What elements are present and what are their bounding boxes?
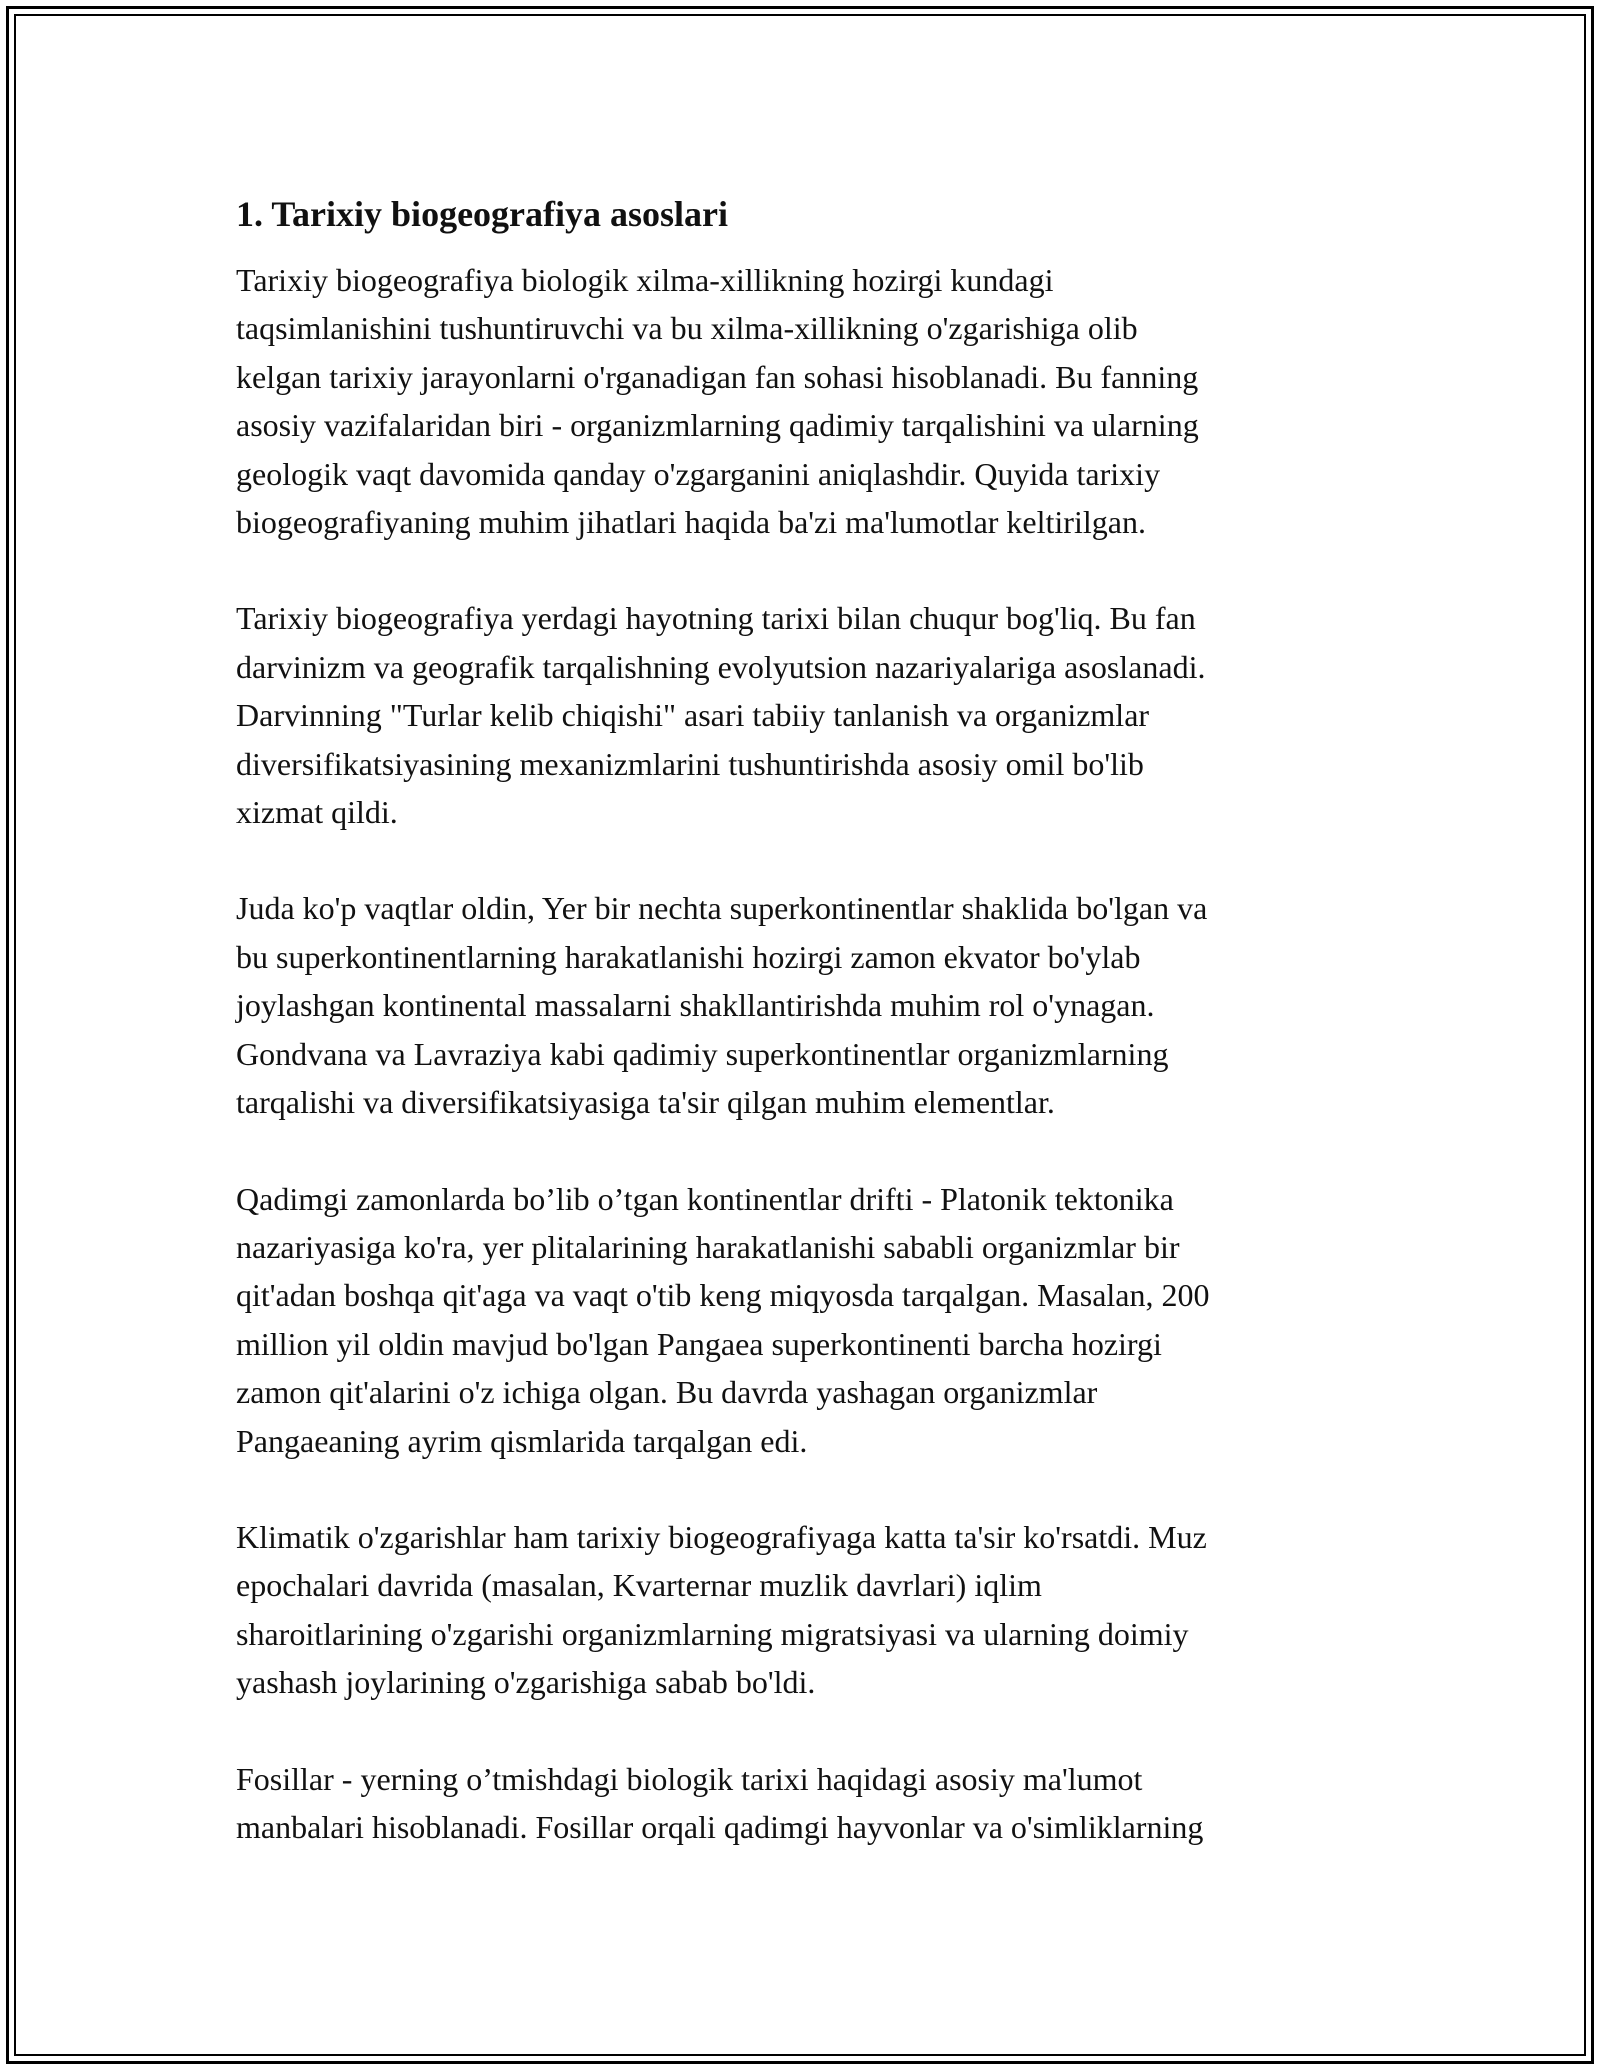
paragraph-intro: Tarixiy biogeografiya biologik xilma-xillikning hozirgi kundagi taqsimlanishini tushuntiruvchi va bu xilma-xillikning o'zgarishiga olib kelgan tarixiy jarayonlarni o'rganadigan fan sohasi hisoblanadi. Bu fanning asosiy vazifalaridan biri - organizmlarning qadimiy tarqalishini va ularning geologik vaqt davomida qanday o'zgarganini aniqlashdir. Quyida tarixiy biogeografiyaning muhim jihatlari haqida ba'zi ma'lumotlar keltirilgan. (236, 262, 1199, 541)
document-body (236, 186, 1366, 1899)
paragraph-darwinism: Tarixiy biogeografiya yerdagi hayotning tarixi bilan chuqur bog'liq. Bu fan darvinizm va geografik tarqalishning evolyutsion nazariyalariga asoslanadi. Darvinning "Turlar kelib chiqishi" asari tabiiy tanlanish va organizmlar diversifikatsiyasining mexanizmlarini tushuntirishda asosiy omil bo'lib xizmat qildi. (236, 600, 1206, 831)
paragraph-climate-change: Klimatik o'zgarishlar ham tarixiy biogeografiyaga katta ta'sir ko'rsatdi. Muz epochalari davrida (masalan, Kvarternar muzlik davrlari) iqlim sharoitlarining o'zgarishi organizmlarning migratsiyasi va ularning doimiy yashash joylarining o'zgarishiga sabab bo'ldi. (236, 1518, 1207, 1701)
section-heading: 1. Tarixiy biogeografiya asoslari (236, 194, 729, 234)
paragraph-fossils: Fosillar - yerning o’tmishdagi biologik tarixi haqidagi asosiy ma'lumot manbalari hisoblanadi. Fosillar orqali qadimgi hayvonlar va o'simliklarning (236, 1760, 1204, 1845)
paragraph-supercontinents: Juda ko'p vaqtlar oldin, Yer bir nechta superkontinentlar shaklida bo'lgan va bu superkontinentlarning harakatlanishi hozirgi zamon ekvator bo'ylab joylashgan kontinental massalarni shakllantirishda muhim rol o'ynagan. Gondvana va Lavraziya kabi qadimiy superkontinentlar organizmlarning tarqalishi va diversifikatsiyasiga ta'sir qilgan muhim elementlar. (236, 890, 1208, 1121)
paragraph-continental-drift: Qadimgi zamonlarda bo’lib o’tgan kontinentlar drifti - Platonik tektonika nazariyasiga ko'ra, yer plitalarining harakatlanishi sababli organizmlar bir qit'adan boshqa qit'aga va vaqt o'tib keng miqyosda tarqalgan. Masalan, 200 million yil oldin mavjud bo'lgan Pangaea superkontinenti barcha hozirgi zamon qit'alarini o'z ichiga olgan. Bu davrda yashagan organizmlar Pangaeaning ayrim qismlarida tarqalgan edi. (236, 1180, 1210, 1459)
